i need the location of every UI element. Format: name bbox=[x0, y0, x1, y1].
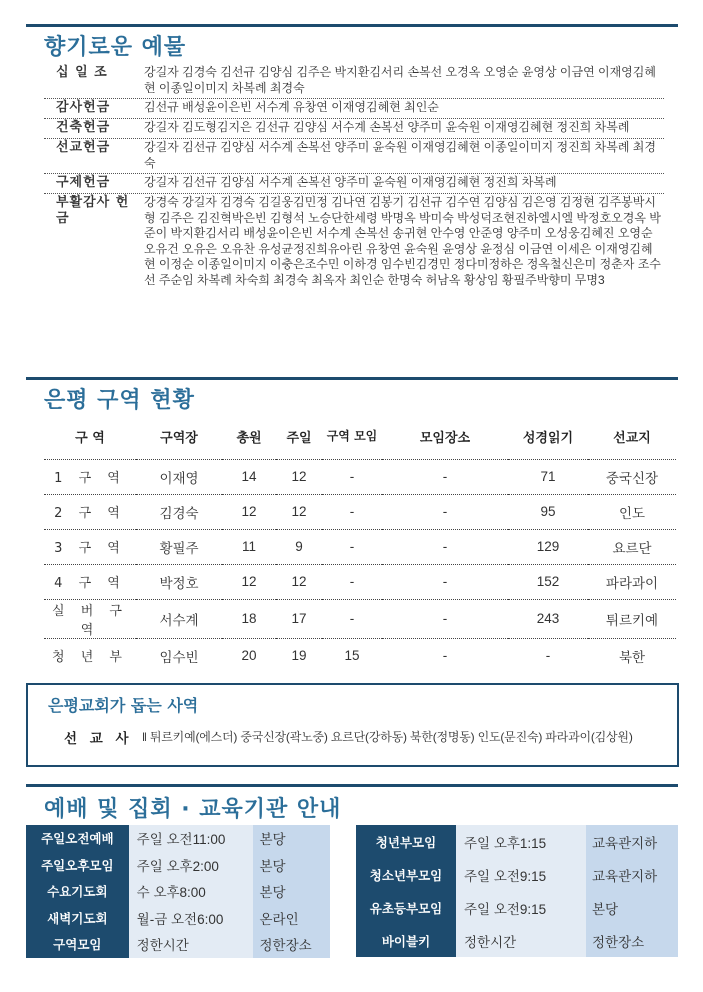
schedule-label: 바이블키 bbox=[356, 924, 456, 957]
table-cell: 20 bbox=[241, 648, 257, 664]
schedule-label: 청년부모임 bbox=[356, 825, 456, 858]
offering-label: 감사헌금 bbox=[56, 100, 111, 115]
schedule-place: 온라인 bbox=[253, 905, 330, 932]
schedule-left bbox=[26, 825, 330, 958]
table-cell: 243 bbox=[508, 599, 588, 638]
table-cell: 임수빈 bbox=[159, 649, 199, 665]
table-cell: 152 bbox=[508, 564, 588, 599]
schedule-row bbox=[356, 891, 678, 924]
table-cell: 11 bbox=[222, 529, 276, 564]
col-header: 모임장소 bbox=[382, 415, 508, 459]
table-cell: - bbox=[322, 599, 382, 638]
table-cell: 인도 bbox=[588, 494, 676, 529]
district-table bbox=[44, 415, 676, 673]
schedule-time: 주일 오후2:00 bbox=[129, 852, 254, 879]
schedule-label: 유초등부모임 bbox=[356, 891, 456, 924]
table-cell: - bbox=[322, 564, 382, 599]
table-cell: - bbox=[322, 529, 382, 564]
districts-rule bbox=[26, 377, 678, 380]
schedule-row bbox=[26, 825, 330, 852]
table-cell: - bbox=[382, 459, 508, 494]
table-cell: 95 bbox=[508, 494, 588, 529]
col-header: 총원 bbox=[222, 415, 276, 459]
schedule-time: 정한시간 bbox=[129, 931, 254, 958]
offering-names: 강길자 김선규 김양심 서수계 손복선 양주미 윤숙원 이재영김혜현 정진희 차복례 bbox=[144, 175, 557, 189]
table-cell: 요르단 bbox=[588, 529, 676, 564]
offering-label: 구제헌금 bbox=[56, 175, 111, 190]
table-cell: 청 년 부 bbox=[52, 650, 128, 666]
schedule-rule bbox=[26, 784, 678, 787]
table-cell: - bbox=[545, 648, 551, 664]
schedule-place: 본당 bbox=[253, 825, 330, 852]
offering-row-building bbox=[44, 119, 664, 139]
schedule-row bbox=[356, 924, 678, 957]
col-header: 선교지 bbox=[588, 415, 676, 459]
table-cell: 2 구 역 bbox=[44, 494, 136, 529]
table-cell: - bbox=[382, 529, 508, 564]
table-cell: 14 bbox=[222, 459, 276, 494]
table-row bbox=[44, 638, 676, 673]
table-cell: 북한 bbox=[618, 649, 646, 665]
schedule-place: 본당 bbox=[253, 878, 330, 905]
schedule-row bbox=[356, 858, 678, 891]
schedule-label: 수요기도회 bbox=[26, 878, 129, 905]
offering-names: 강길자 김경숙 김선규 김양심 김주은 박지환김서리 손복선 오경옥 오영순 윤영상 이금연 이재영김혜현 이종일이미지 차복례 최경숙 bbox=[144, 65, 656, 95]
offering-names: 김선규 배성윤이은빈 서수계 유창연 이재영김혜현 최인순 bbox=[144, 100, 439, 114]
districts-title: 은평 구역 현황 bbox=[44, 388, 195, 413]
schedule-row bbox=[356, 825, 678, 858]
table-cell: 서수계 bbox=[136, 599, 222, 638]
offering-row-thanks bbox=[44, 99, 664, 119]
col-header: 구역 모임 bbox=[322, 415, 382, 459]
schedule-time: 주일 오전11:00 bbox=[129, 825, 254, 852]
table-cell: 18 bbox=[222, 599, 276, 638]
table-cell: - bbox=[322, 494, 382, 529]
table-header-row bbox=[44, 415, 676, 459]
offering-row-relief bbox=[44, 174, 664, 194]
offering-row-easter bbox=[44, 194, 664, 290]
schedule-time: 정한시간 bbox=[456, 924, 586, 957]
table-cell: 17 bbox=[276, 599, 322, 638]
table-cell: 튀르키예 bbox=[588, 599, 676, 638]
offering-names: 강경숙 강길자 김경숙 김길웅김민정 김나연 김봉기 김선규 김수연 김양심 김은영 김정현 김주봉박시형 김주은 김진혁박은빈 김형석 노승단한세령 박명옥 박미숙 박성덕조현진하엘시엘 박정호오경옥 박준이 박지환김서리 배성윤이은빈 서수계 손복선 송귀현 안수영 안준영 양주미 오성웅김혜진 오영순 오유건 오유은 오유찬 유성균정진희유아린 유창연 윤숙원 윤영상 윤정심 이금연 이세은 이재영김혜현 이정순 이종일이미지 이충은조수민 이하경 임수빈김경민 정다미정하은 정옥철신은미 정춘자 조수선 주순임 차복례 차숙희 최경숙 최옥자 최인순 한명숙 허남옥 황상임 황필주박향미 무명3 bbox=[144, 195, 661, 287]
table-cell: 파라과이 bbox=[588, 564, 676, 599]
col-header: 구 역 bbox=[44, 415, 136, 459]
table-cell: 12 bbox=[276, 494, 322, 529]
table-cell: 12 bbox=[276, 564, 322, 599]
offering-names: 강길자 김선규 김양심 서수계 손복선 양주미 윤숙원 이재영김혜현 이종일이미지 정진희 차복례 최경숙 bbox=[144, 140, 656, 170]
table-row bbox=[44, 529, 676, 564]
table-cell: 15 bbox=[344, 648, 360, 664]
table-cell: 129 bbox=[508, 529, 588, 564]
table-cell: - bbox=[382, 599, 508, 638]
table-cell: 12 bbox=[222, 494, 276, 529]
schedule-row bbox=[26, 905, 330, 932]
col-header: 성경읽기 bbox=[508, 415, 588, 459]
table-cell: 실 버 구 역 bbox=[44, 599, 136, 638]
support-title: 은평교회가 돕는 사역 bbox=[48, 696, 199, 715]
schedule-place: 정한장소 bbox=[253, 931, 330, 958]
table-cell: 중국신장 bbox=[588, 459, 676, 494]
offering-row-mission bbox=[44, 139, 664, 174]
table-row bbox=[44, 599, 676, 638]
table-cell: 박정호 bbox=[136, 564, 222, 599]
schedule-time: 주일 오전9:15 bbox=[456, 891, 586, 924]
table-row bbox=[44, 564, 676, 599]
schedule-row bbox=[26, 878, 330, 905]
table-cell: 3 구 역 bbox=[44, 529, 136, 564]
schedule-title: 예배 및 집회 · 교육기관 안내 bbox=[44, 797, 342, 822]
table-cell: 19 bbox=[291, 648, 307, 664]
offering-label: 십 일 조 bbox=[56, 65, 108, 80]
table-cell: 71 bbox=[508, 459, 588, 494]
table-cell: 1 구 역 bbox=[44, 459, 136, 494]
schedule-place: 본당 bbox=[253, 852, 330, 879]
offering-names: 강길자 김도형김지은 김선규 김양심 서수계 손복선 양주미 윤숙원 이재영김혜현 정진희 차복례 bbox=[144, 120, 630, 134]
schedule-place: 교육관지하 bbox=[586, 825, 678, 858]
schedule-place: 본당 bbox=[586, 891, 678, 924]
table-cell: - bbox=[322, 459, 382, 494]
schedule-label: 청소년부모임 bbox=[356, 858, 456, 891]
table-cell: 9 bbox=[276, 529, 322, 564]
schedule-time: 수 오후8:00 bbox=[129, 878, 254, 905]
col-header: 구역장 bbox=[136, 415, 222, 459]
schedule-row bbox=[26, 852, 330, 879]
support-box bbox=[26, 683, 679, 767]
offering-label: 건축헌금 bbox=[56, 120, 111, 135]
schedule-label: 주일오전예배 bbox=[26, 825, 129, 852]
table-row bbox=[44, 494, 676, 529]
table-cell: - bbox=[382, 494, 508, 529]
table-cell: - bbox=[382, 564, 508, 599]
offerings-title: 향기로운 예물 bbox=[44, 35, 187, 60]
schedule-label: 구역모임 bbox=[26, 931, 129, 958]
schedule-time: 주일 오후1:15 bbox=[456, 825, 586, 858]
schedule-label: 새벽기도회 bbox=[26, 905, 129, 932]
table-cell: 4 구 역 bbox=[44, 564, 136, 599]
table-row bbox=[44, 459, 676, 494]
offering-row-tithe bbox=[44, 64, 664, 99]
table-cell: 김경숙 bbox=[136, 494, 222, 529]
table-cell: 12 bbox=[222, 564, 276, 599]
schedule-time: 월-금 오전6:00 bbox=[129, 905, 254, 932]
offering-label: 부활감사 헌 금 bbox=[56, 195, 130, 226]
table-cell: 황필주 bbox=[136, 529, 222, 564]
schedule-label: 주일오후모임 bbox=[26, 852, 129, 879]
schedule-right bbox=[356, 825, 678, 957]
support-label: 선 교 사 bbox=[64, 731, 133, 747]
schedule-place: 교육관지하 bbox=[586, 858, 678, 891]
offerings-list bbox=[44, 64, 664, 290]
schedule-row bbox=[26, 931, 330, 958]
table-cell: - bbox=[442, 648, 448, 664]
offering-label: 선교헌금 bbox=[56, 140, 111, 155]
top-rule bbox=[26, 24, 678, 27]
support-missionaries: ‖ 튀르키예(에스더) 중국신장(곽노중) 요르단(강하동) 북한(정명동) 인도(문진숙) 파라과이(김상원) bbox=[142, 730, 633, 744]
table-cell: 이재영 bbox=[136, 459, 222, 494]
schedule-time: 주일 오전9:15 bbox=[456, 858, 586, 891]
col-header: 주일 bbox=[276, 415, 322, 459]
table-cell: 12 bbox=[276, 459, 322, 494]
schedule-place: 정한장소 bbox=[586, 924, 678, 957]
